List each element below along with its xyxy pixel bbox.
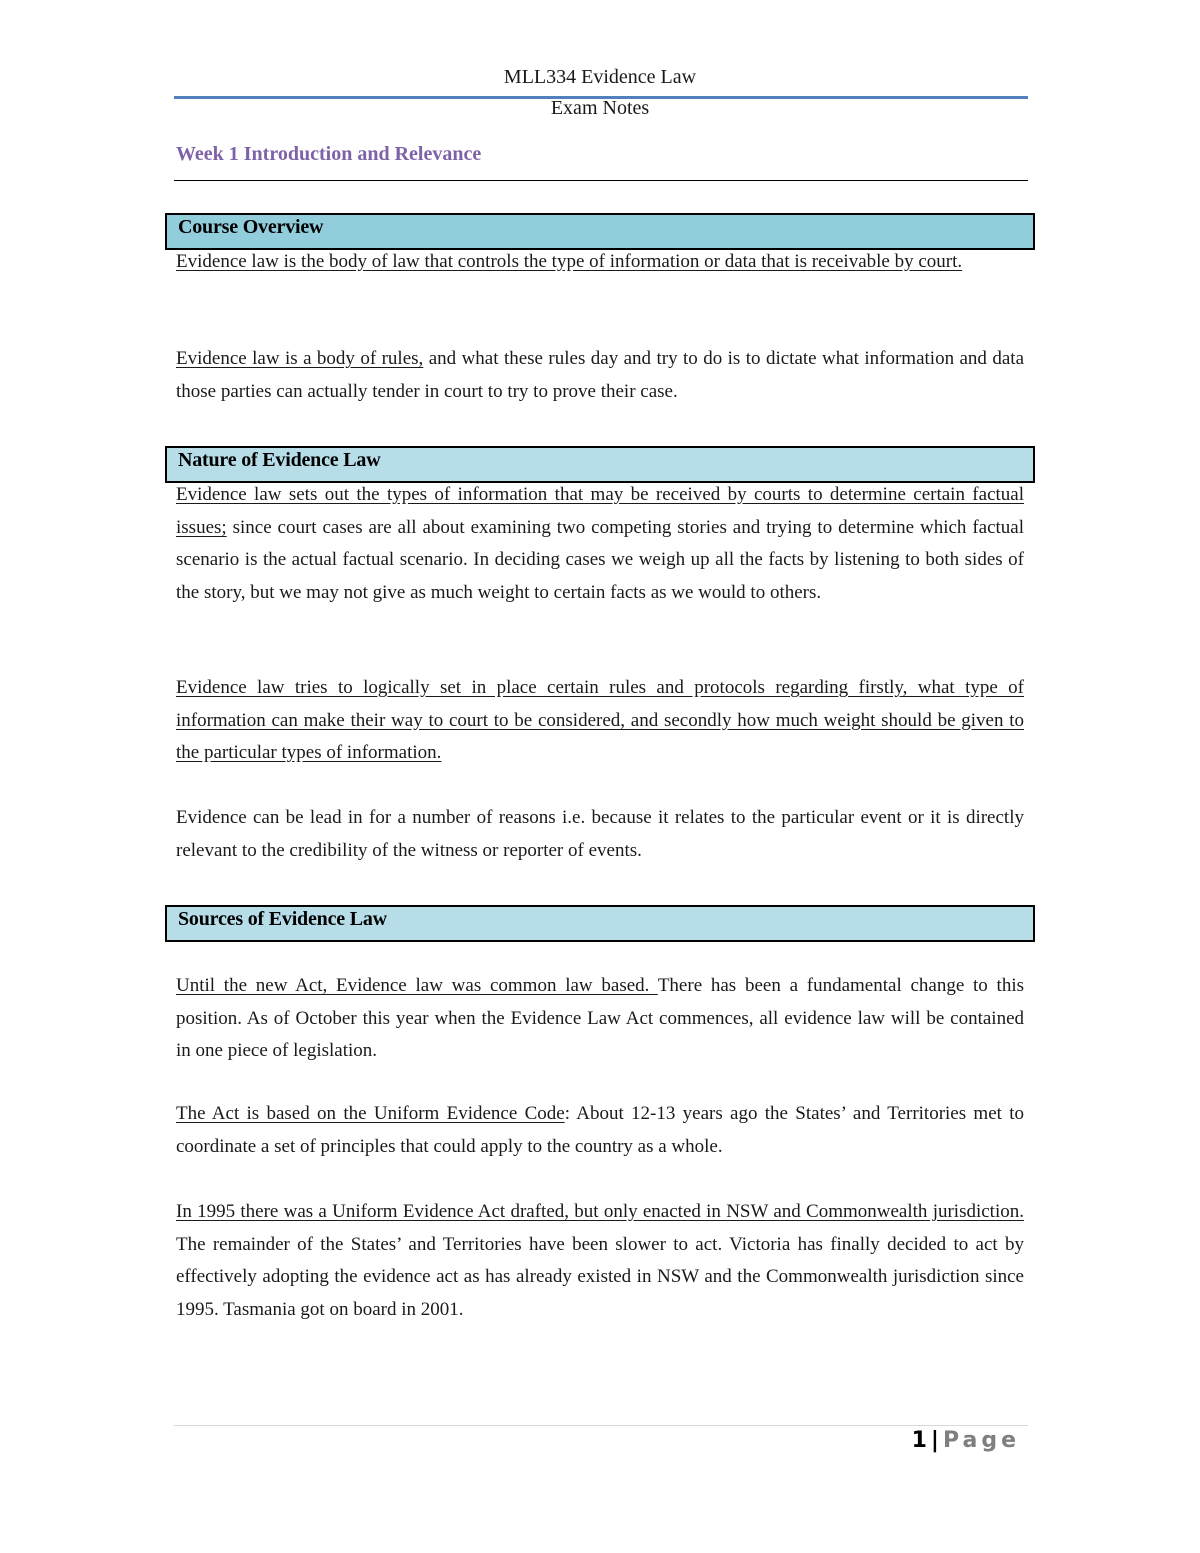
section-heading-label: Sources of Evidence Law [178, 908, 387, 930]
header-title: MLL334 Evidence Law [503, 66, 697, 88]
body-text: Evidence can be lead in for a number of reasons i.e. because it relates to the particular event or it is directly relevant to the credibility of the witness or reporter of events. [176, 807, 1024, 861]
section-heading-label: Course Overview [178, 216, 324, 238]
footer-rule [174, 1425, 1028, 1426]
paragraph [176, 1098, 1024, 1163]
footer-separator: | [930, 1428, 939, 1453]
body-text: The remainder of the States’ and Territories have been slower to act. Victoria has finally decided to act by effectively adopting the evidence act as has already existed in NSW and the Commonwealth jurisdiction since 1995. Tasmania got on board in 2001. [176, 1233, 1024, 1320]
body-text: since court cases are all about examining two competing stories and trying to determine which factual scenario is the actual factual scenario. In deciding cases we weigh up all the facts by listening to both sides of the story, but we may not give as much weight to certain facts as we would to others. [176, 516, 1024, 603]
paragraph [176, 802, 1024, 867]
header-subtitle: Exam Notes [550, 97, 650, 119]
week-title: Week 1 Introduction and Relevance [176, 143, 482, 165]
body-text: There has been a fundamental change to this position. As of October this year when the Evidence Law Act commences, all evidence law will be contained in one piece of legislation. [176, 975, 1024, 1062]
underlined-text: Evidence law sets out the types of information that may be received by courts to determine certain factual issues; [176, 484, 1024, 538]
body-text: and what these rules day and try to do is to dictate what information and data those parties can actually tender in court to try to prove their case. [176, 348, 1025, 402]
page-footer [912, 1428, 1020, 1453]
paragraph [176, 479, 1024, 609]
section-heading-course-overview [165, 213, 1035, 250]
underlined-text: Evidence law tries to logically set in place certain rules and protocols regarding firstly, what type of information can make their way to court to be considered, and secondly how much weight should be given to the particular types of information. [176, 677, 1024, 764]
underlined-text: Until the new Act, Evidence law was common law based. [176, 975, 658, 996]
paragraph [176, 246, 1024, 279]
body-text: : About 12-13 years ago the States’ and Territories met to coordinate a set of principles that could apply to the country as a whole. [176, 1103, 1025, 1157]
page-label: Page [942, 1428, 1020, 1453]
underlined-text: Evidence law is a body of rules, [176, 348, 424, 369]
paragraph [176, 343, 1024, 408]
underlined-text: Evidence law is the body of law that controls the type of information or data that is receivable by court. [176, 251, 963, 272]
paragraph [176, 672, 1024, 770]
underlined-text: In 1995 there was a Uniform Evidence Act drafted, but only enacted in NSW and Commonwealth jurisdiction. [176, 1201, 1024, 1222]
section-heading-sources [165, 905, 1035, 942]
week-rule [174, 180, 1028, 181]
paragraph [176, 970, 1024, 1068]
section-heading-nature [165, 446, 1035, 483]
paragraph [176, 1196, 1024, 1326]
underlined-text: The Act is based on the Uniform Evidence Code [176, 1103, 565, 1124]
section-heading-label: Nature of Evidence Law [178, 449, 381, 471]
page-number: 1 [911, 1428, 927, 1453]
